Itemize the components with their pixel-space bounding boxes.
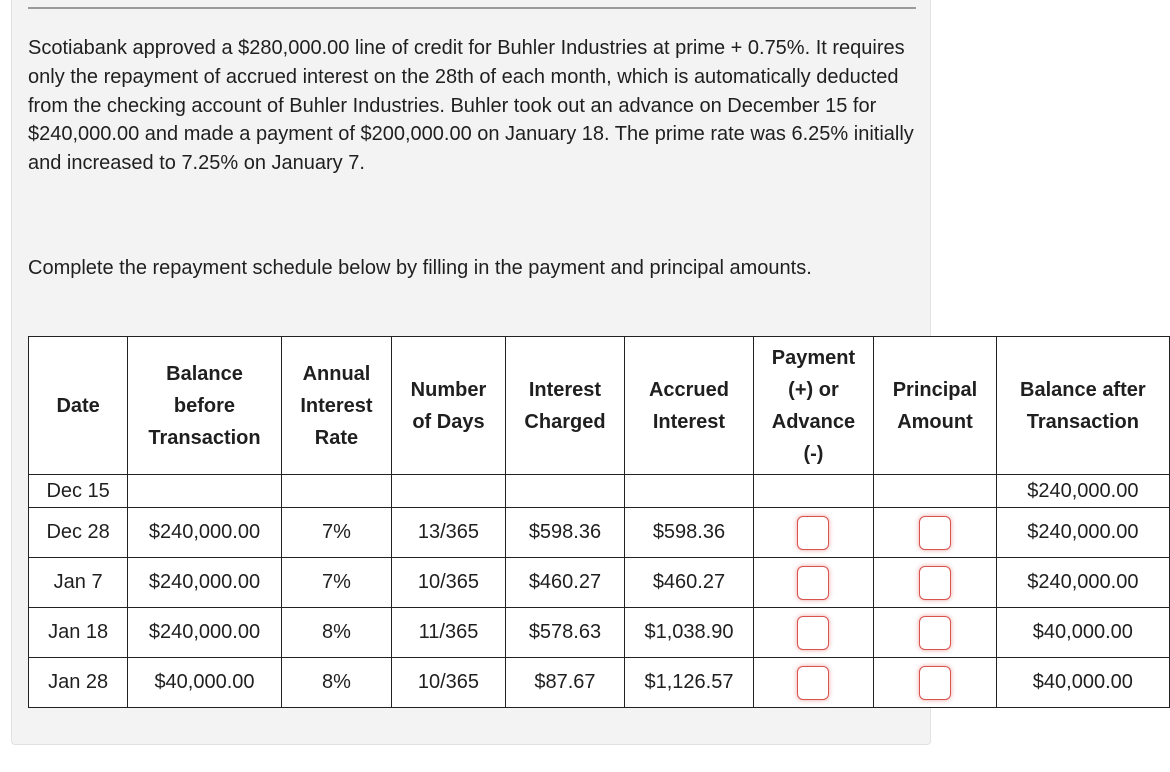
cell-days [392,475,506,508]
header-annual-rate: Annual Interest Rate [281,337,392,475]
cell-date: Jan 28 [29,658,128,708]
cell-principal [874,658,997,708]
cell-rate: 7% [281,508,392,558]
divider [28,7,916,9]
payment-input-jan18[interactable] [797,616,829,650]
cell-balance-before: $240,000.00 [128,508,281,558]
cell-accrued [625,475,753,508]
cell-principal [874,608,997,658]
cell-balance-after: $240,000.00 [996,558,1169,608]
cell-days: 11/365 [392,608,506,658]
table-row [29,658,1170,708]
instructions: Complete the repayment schedule below by filling in the payment and principal amounts. [28,257,812,279]
cell-days: 13/365 [392,508,506,558]
table-header-row [29,337,1170,475]
cell-balance-after: $40,000.00 [996,608,1169,658]
cell-interest: $460.27 [505,558,625,608]
cell-rate: 7% [281,558,392,608]
principal-input-jan28[interactable] [919,666,951,700]
cell-balance-before: $240,000.00 [128,608,281,658]
cell-accrued: $460.27 [625,558,753,608]
cell-date: Jan 18 [29,608,128,658]
cell-days: 10/365 [392,558,506,608]
cell-balance-before: $240,000.00 [128,558,281,608]
cell-principal [874,558,997,608]
header-payment-advance: Payment (+) or Advance (-) [753,337,874,475]
cell-balance-after: $240,000.00 [996,508,1169,558]
table-row [29,508,1170,558]
table-row [29,558,1170,608]
cell-payment [753,508,874,558]
cell-interest: $87.67 [505,658,625,708]
header-date: Date [29,337,128,475]
header-balance-before: Balance before Transaction [128,337,281,475]
cell-date: Jan 7 [29,558,128,608]
repayment-schedule-table [28,336,1170,708]
payment-input-jan28[interactable] [797,666,829,700]
principal-input-dec28[interactable] [919,516,951,550]
cell-payment [753,475,874,508]
cell-accrued: $1,038.90 [625,608,753,658]
cell-balance-after: $40,000.00 [996,658,1169,708]
cell-accrued: $598.36 [625,508,753,558]
cell-balance-after: $240,000.00 [996,475,1169,508]
cell-interest [505,475,625,508]
cell-balance-before: $40,000.00 [128,658,281,708]
principal-input-jan18[interactable] [919,616,951,650]
payment-input-jan7[interactable] [797,566,829,600]
cell-rate: 8% [281,608,392,658]
cell-principal [874,508,997,558]
cell-payment [753,608,874,658]
header-number-of-days: Number of Days [392,337,506,475]
cell-interest: $578.63 [505,608,625,658]
header-accrued-interest: Accrued Interest [625,337,753,475]
cell-rate: 8% [281,658,392,708]
cell-principal [874,475,997,508]
header-balance-after: Balance after Transaction [996,337,1169,475]
cell-date: Dec 28 [29,508,128,558]
header-principal-amount: Principal Amount [874,337,997,475]
cell-accrued: $1,126.57 [625,658,753,708]
cell-payment [753,658,874,708]
principal-input-jan7[interactable] [919,566,951,600]
cell-payment [753,558,874,608]
payment-input-dec28[interactable] [797,516,829,550]
header-interest-charged: Interest Charged [505,337,625,475]
cell-rate [281,475,392,508]
cell-days: 10/365 [392,658,506,708]
problem-statement: Scotiabank approved a $280,000.00 line of credit for Buhler Industries at prime + 0.75%. It requires only the repayment of accrued interest on the 28th of each month, which is automatically deducted from the checking account of Buhler Industries. Buhler took out an advance on December 15 for $240,000.00 and made a payment of $200,000.00 on January 18. The prime rate was 6.25% initially and increased to 7.25% on January 7. [28,37,914,175]
cell-date: Dec 15 [29,475,128,508]
cell-interest: $598.36 [505,508,625,558]
table-row [29,475,1170,508]
table-row [29,608,1170,658]
cell-balance-before [128,475,281,508]
